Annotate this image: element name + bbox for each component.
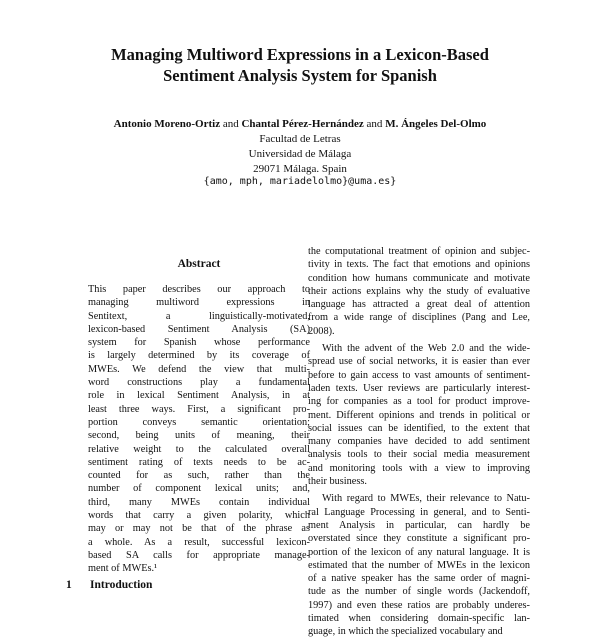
text-line: a whole. As a result, successful lexicon- <box>88 536 310 548</box>
text-line: timated when considering domain-specific lan- <box>308 613 530 625</box>
text-line: before to gain access to vast amounts of sentiment- <box>308 369 530 381</box>
text-line: Sentitext, a linguistically-motivated, <box>88 310 310 322</box>
text-line: least three ways. First, a significant pro- <box>88 403 310 415</box>
right-column-body <box>308 245 530 639</box>
text-line: estimated that the number of MWEs in the lexicon <box>308 559 530 571</box>
text-line: tude as the number of single words (Jackendoff, <box>308 586 530 598</box>
text-line: MWEs. We defend the view that multi- <box>88 363 310 375</box>
affiliation-faculty: Facultad de Letras <box>259 133 341 145</box>
text-line: third, many MWEs contain individual <box>88 496 310 508</box>
text-line: ment Analysis in particular, can hardly be <box>308 519 530 531</box>
text-line: their actions explains why the study of evaluative <box>308 285 530 297</box>
text-line: condition how humans communicate and motivate <box>308 272 530 284</box>
text-line: based SA calls for appropriate manage- <box>88 549 310 561</box>
paragraph-1 <box>308 245 530 338</box>
text-line: and monitoring tools with a view to improving <box>308 462 530 474</box>
text-line: many companies have decided to add sentiment <box>308 436 530 448</box>
text-line: lexicon-based Sentiment Analysis (SA) <box>88 323 310 335</box>
text-line: from a wide range of disciplines (Pang and Lee, <box>308 312 530 324</box>
author-conjunction-1: and <box>220 118 242 130</box>
title-line-1: Managing Multiword Expressions in a Lexicon-Based <box>111 45 489 64</box>
section-title: Introduction <box>90 579 153 591</box>
author-2: Chantal Pérez-Hernández <box>241 118 364 130</box>
text-line: overstated since they constitute a significant pro- <box>308 533 530 545</box>
text-line: spread use of social networks, it is easier than ever <box>308 356 530 368</box>
text-line: role in lexical Sentiment Analysis, in at <box>88 390 310 402</box>
text-line: With regard to MWEs, their relevance to Natu- <box>322 493 530 505</box>
paragraph-2 <box>308 342 530 488</box>
text-line: social issues can be identified, to the extent that <box>308 422 530 434</box>
text-line: counted for as such, rather than the <box>88 470 310 482</box>
text-line: the computational treatment of opinion and subjec- <box>308 246 530 257</box>
text-line: may or may not be that of the phrase as <box>88 523 310 535</box>
text-line: tivity in texts. The fact that emotions and opinions <box>308 259 530 271</box>
title-line-2: Sentiment Analysis System for Spanish <box>163 66 437 85</box>
text-line: word constructions play a fundamental <box>88 377 310 389</box>
author-1: Antonio Moreno-Ortiz <box>113 118 221 130</box>
text-line: 1997) and even these ratios are probably underes- <box>308 599 530 611</box>
abstract-heading: Abstract <box>177 258 221 270</box>
text-line: guage, in which the specialized vocabulary and <box>308 626 503 638</box>
abstract-body <box>88 283 310 576</box>
affiliation-university: Universidad de Málaga <box>248 148 352 160</box>
author-block <box>0 117 600 177</box>
text-line: is largely determined by its coverage of <box>88 350 310 362</box>
text-line: With the advent of the Web 2.0 and the wide- <box>322 343 530 355</box>
author-names <box>0 117 600 132</box>
text-line: 2008). <box>308 325 335 337</box>
text-line: sentiment rating of texts needs to be ac- <box>88 456 310 468</box>
affiliation-address: 29071 Málaga. Spain <box>253 163 347 175</box>
text-line: language has attracted a great deal of attention <box>308 299 530 311</box>
text-line: This paper describes our approach to <box>88 284 310 295</box>
text-line: analysis tools to their social media measurement <box>308 449 530 461</box>
text-line: laden texts. User reviews are particularly interest- <box>308 382 530 394</box>
text-line: portion conveys semantic orientation; <box>88 416 310 428</box>
text-line: their business. <box>308 476 367 488</box>
author-emails: {amo, mph, mariadelolmo}@uma.es} <box>203 176 397 187</box>
text-line: ral Language Processing in general, and to Senti- <box>308 506 530 518</box>
text-line: system for Spanish whose performance <box>88 337 310 349</box>
text-line: number of component lexical units; and, <box>88 483 310 495</box>
text-line: words that carry a given polarity, which <box>88 510 310 522</box>
author-3: M. Ángeles Del-Olmo <box>385 118 487 130</box>
section-number: 1 <box>66 579 72 591</box>
text-line: portion of the lexicon of any natural language. It is <box>308 546 530 558</box>
text-line: relative weight to the calculated overall <box>88 443 310 455</box>
author-conjunction-2: and <box>363 118 386 130</box>
text-line: ment. Different opinions and trends in political or <box>308 409 530 421</box>
section-heading <box>66 579 152 591</box>
text-line: second, being units of meaning, their <box>88 430 310 442</box>
text-line: managing multiword expressions in <box>88 297 310 309</box>
text-line: ing for companies as a tool for product improve- <box>308 396 530 408</box>
paper-title <box>0 44 600 86</box>
paragraph-3 <box>308 492 530 638</box>
text-line: of a native speaker has the same order of magni- <box>308 573 530 585</box>
text-line: ment of MWEs.¹ <box>88 563 158 575</box>
